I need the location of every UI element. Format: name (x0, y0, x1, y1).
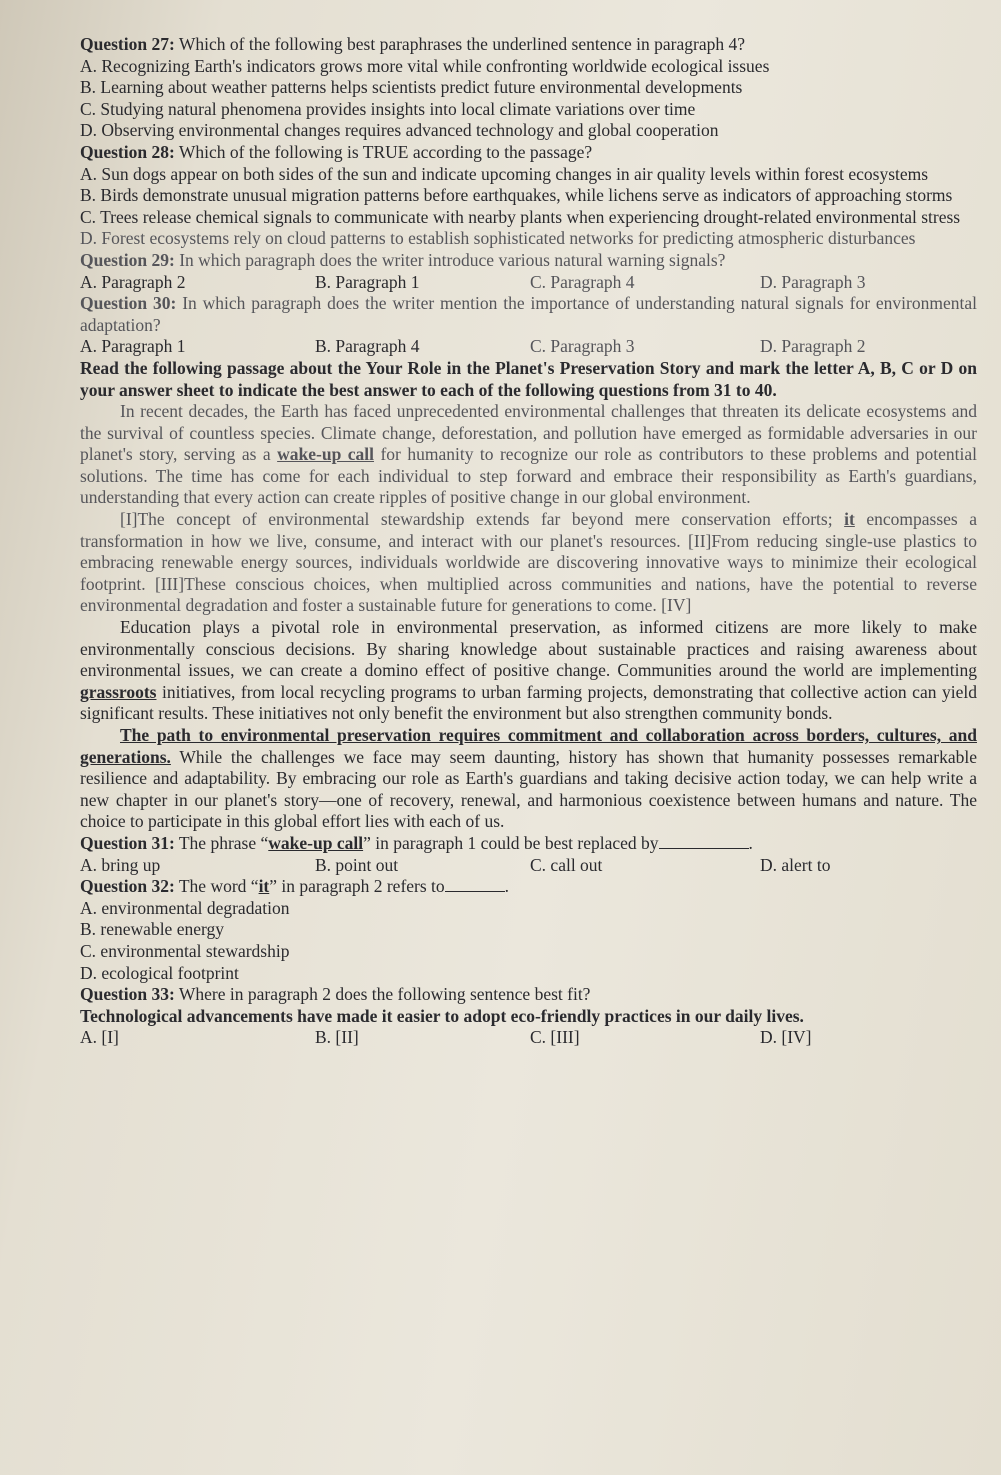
passage-paragraph-2 (80, 509, 977, 617)
p1-underlined: wake-up call (277, 444, 375, 465)
p2-text-b: encompasses a transformation in how we live, consume, and interact with our planet's resources. [II]From reducing single-use plastics to embracing renewable energy sources, individuals worldwide are discovering innovative ways to minimize their ecological footprint. [III]These conscious choices, when multiplied across communities and nations, have the potential to reverse environmental degradation and foster a sustainable future for generations to come. [IV] (80, 509, 978, 616)
q29-options (80, 272, 977, 294)
q31-options (80, 855, 977, 877)
q31-answer-blank (659, 834, 749, 849)
q30-stem: Question 30: In which paragraph does the writer mention the importance of understanding natural signals for environmental adaptation? (80, 293, 977, 335)
q30-options (80, 336, 977, 358)
q32-number: Question 32: (80, 876, 175, 897)
q33-option-c[interactable]: C. [III] (530, 1027, 580, 1048)
q32-option-a[interactable]: A. environmental degradation (80, 897, 290, 918)
q32-answer-blank (445, 877, 505, 892)
q31-option-b[interactable]: B. point out (315, 854, 399, 875)
q33-option-d[interactable]: D. [IV] (760, 1027, 812, 1048)
q28-stem: Question 28: Which of the following is TRUE according to the passage? (80, 141, 593, 162)
q31-option-d[interactable]: D. alert to (760, 854, 831, 875)
q29-option-a[interactable]: A. Paragraph 2 (80, 271, 186, 292)
q32-option-b[interactable]: B. renewable energy (80, 919, 224, 940)
p4-text-b: While the challenges we face may seem daunting, history has shown that humanity possesses remarkable resilience and adaptability. By embracing our role as Earth's guardians and taking decisive action today, we can help write a new chapter in our planet's story—one of recovery, renewal, and harmonious coexistence between humans and nature. The choice to participate in this global effort lies with each of us. (80, 746, 977, 832)
passage-paragraph-1 (80, 401, 977, 509)
q32-stem-text-b: The word “ (174, 876, 259, 897)
q29-option-d[interactable]: D. Paragraph 3 (760, 271, 866, 292)
q30-option-d[interactable]: D. Paragraph 2 (760, 336, 866, 357)
q33-stem (80, 984, 977, 1006)
p3-underlined: grassroots (80, 681, 157, 702)
q32-option-d[interactable]: D. ecological footprint (80, 962, 239, 983)
p2-text-a: [I]The concept of environmental stewardship extends far beyond mere conservation efforts; (120, 509, 845, 530)
q33-stem-text-b: Where in paragraph 2 does the following sentence best fit? (174, 984, 591, 1005)
q27-option-c[interactable]: C. Studying natural phenomena provides insights into local climate variations over time (80, 98, 696, 119)
p3-text-a: Education plays a pivotal role in environmental preservation, as informed citizens are more likely to make environmentally conscious decisions. By sharing knowledge about sustainable practices and raising awareness about environmental issues, we can create a domino effect of positive change. Communities around the world are implementing (80, 617, 977, 681)
q32-underlined: it (258, 876, 270, 897)
passage-paragraph-3 (80, 617, 977, 725)
passage-paragraph-4 (80, 725, 977, 833)
q31-stem: Question 31: The phrase “wake-up call” in paragraph 1 could be best replaced by . (80, 832, 753, 853)
q29-option-c[interactable]: C. Paragraph 4 (530, 271, 635, 292)
q30-option-c[interactable]: C. Paragraph 3 (530, 336, 635, 357)
q32-option-c[interactable]: C. environmental stewardship (80, 940, 290, 961)
q29-option-b[interactable]: B. Paragraph 1 (315, 271, 420, 292)
p1-text-b: for humanity to recognize our role as contributors to these problems and potential solutions. The time has come for each individual to step forward and embrace their responsibility as Earth's guardians, understanding that every action can create ripples of positive change in our global environment. (80, 444, 977, 508)
q27-option-d[interactable]: D. Observing environmental changes requires advanced technology and global cooperation (80, 120, 719, 141)
q33-number: Question 33: (80, 984, 175, 1005)
reading-instruction: Read the following passage about the Your Role in the Planet's Preservation Story and mark the letter A, B, C or D on your answer sheet to indicate the best answer to each of the following questions from 31 to 40. (80, 357, 977, 400)
q31-underlined: wake-up call (268, 832, 364, 853)
q31-number: Question 31: (80, 832, 175, 853)
q30-option-a[interactable]: A. Paragraph 1 (80, 336, 186, 357)
q33-sentence: Technological advancements have made it easier to adopt eco-friendly practices in our daily lives. (80, 1005, 804, 1026)
q31-option-c[interactable]: C. call out (530, 854, 603, 875)
q28-option-d[interactable]: D. Forest ecosystems rely on cloud patterns to establish sophisticated networks for predicting atmospheric disturbances (80, 228, 916, 249)
p4-underlined: The path to environmental preservation requires commitment and collaboration across borders, cultures, and generations. (80, 725, 977, 767)
q31-option-a[interactable]: A. bring up (80, 854, 161, 875)
q27-stem: Question 27: Which of the following best paraphrases the underlined sentence in paragraph 4? (80, 34, 745, 54)
p3-text-b: initiatives, from local recycling programs to urban farming projects, demonstrating that collective action can yield significant results. These initiatives not only benefit the environment but also strengthen community bonds. (80, 681, 977, 724)
q32-stem-text-c: ” in paragraph 2 refers to (269, 876, 445, 897)
q28-option-a[interactable]: A. Sun dogs appear on both sides of the sun and indicate upcoming changes in air quality levels within forest ecosystems (80, 163, 929, 184)
q27-option-a[interactable]: A. Recognizing Earth's indicators grows more vital while confronting worldwide ecological issues (80, 55, 770, 76)
q31-stem-text-c: ” in paragraph 1 could be best replaced by (363, 832, 659, 853)
p1-text-a: In recent decades, the Earth has faced unprecedented environmental challenges that threaten its delicate ecosystems and the survival of countless species. Climate change, deforestation, and pollution have emerged as formidable adversaries in our planet's story, serving as a (80, 401, 977, 465)
q31-stem-text-b: The phrase “ (174, 832, 269, 853)
q33-options (80, 1027, 977, 1049)
q32-stem: Question 32: The word “it” in paragraph 2 refers to . (80, 876, 510, 897)
q33-option-a[interactable]: A. [I] (80, 1027, 119, 1048)
q29-stem: Question 29: In which paragraph does the writer introduce various natural warning signals? (80, 249, 726, 270)
p2-underlined: it (844, 509, 855, 530)
q27-option-b[interactable]: B. Learning about weather patterns helps scientists predict future environmental developments (80, 77, 743, 98)
q28-option-b[interactable]: B. Birds demonstrate unusual migration patterns before earthquakes, while lichens serve as indicators of approaching storms (80, 185, 953, 206)
q30-option-b[interactable]: B. Paragraph 4 (315, 336, 420, 357)
q28-option-c[interactable]: C. Trees release chemical signals to communicate with nearby plants when experiencing drought-related environmental stress (80, 206, 961, 227)
q33-option-b[interactable]: B. [II] (315, 1027, 359, 1048)
